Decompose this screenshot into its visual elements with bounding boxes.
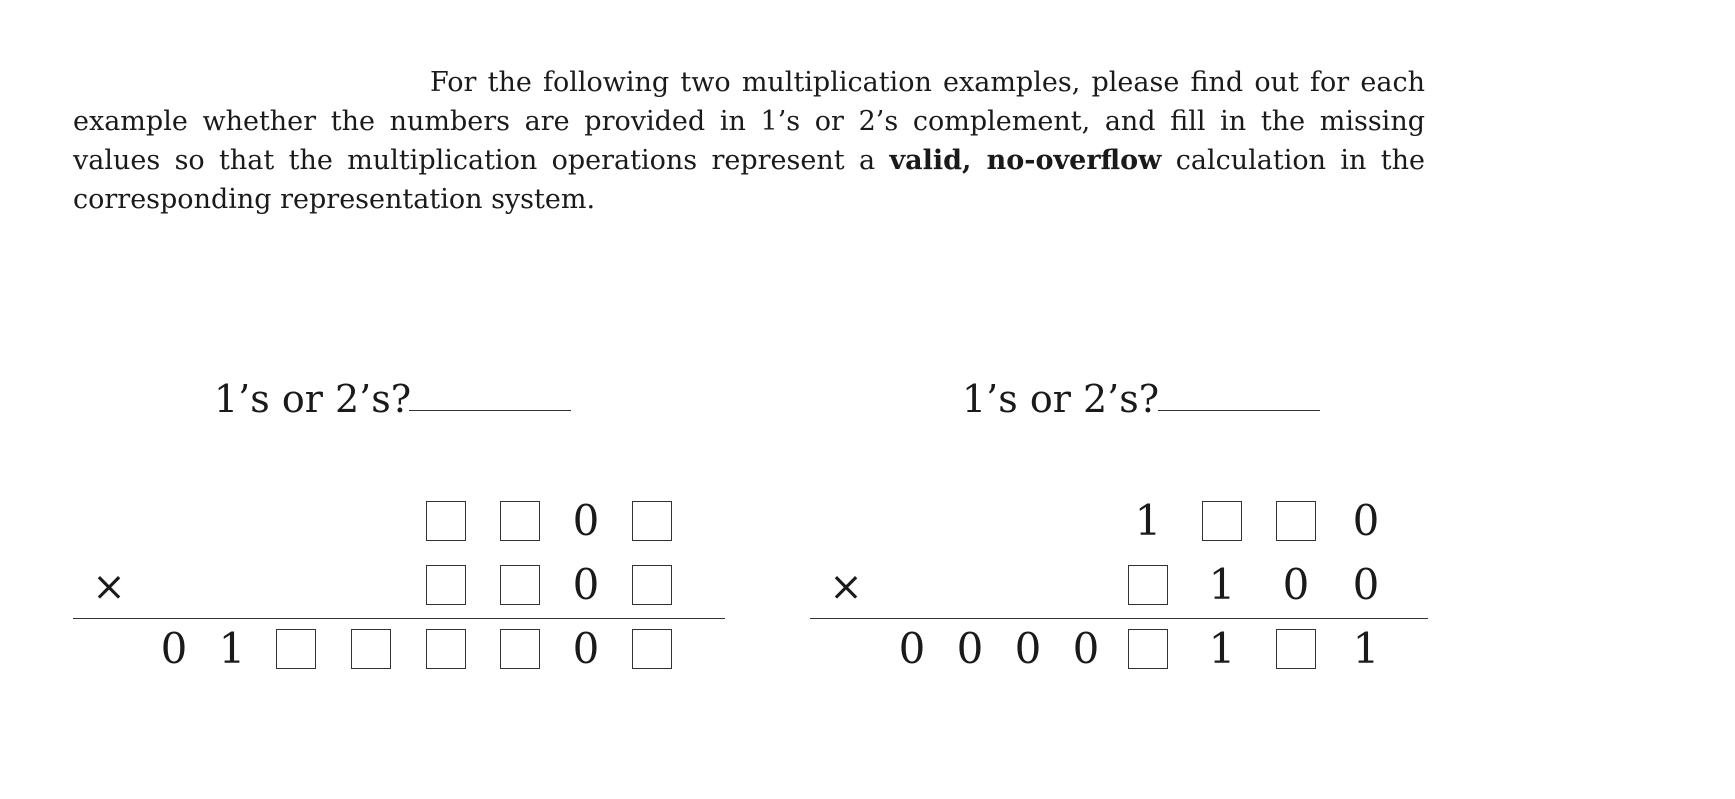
digit: 1 <box>218 624 246 673</box>
times-symbol-2: × <box>829 564 863 610</box>
digit-input-box[interactable] <box>426 501 466 541</box>
digit-input-box[interactable] <box>632 501 672 541</box>
digit: 1 <box>1208 560 1236 609</box>
digit: 0 <box>898 624 926 673</box>
digit: 1 <box>1208 624 1236 673</box>
digit: 0 <box>956 624 984 673</box>
digit-input-box[interactable] <box>632 565 672 605</box>
instructions-tail: calculation in the corresponding representation system. <box>73 145 1426 215</box>
result-rule-2 <box>810 618 1428 619</box>
digit: 0 <box>1352 560 1380 609</box>
complement-question-2: 1’s or 2’s? <box>962 377 1160 421</box>
complement-question-1: 1’s or 2’s? <box>214 377 412 421</box>
digit-input-box[interactable] <box>1128 565 1168 605</box>
digit-input-box[interactable] <box>500 565 540 605</box>
answer-blank-1[interactable] <box>409 410 571 411</box>
digit: 0 <box>1282 560 1310 609</box>
instructions-lead: For the following two multiplication examples, please find out for each example whether the numbers are provided in 1’s or 2’s complement, and fill in the missing values so that the multiplication operations represent a <box>73 67 1425 176</box>
digit: 0 <box>1352 496 1380 545</box>
result-rule-1 <box>73 618 725 619</box>
times-symbol-1: × <box>92 564 126 610</box>
digit: 0 <box>1072 624 1100 673</box>
digit-input-box[interactable] <box>1202 501 1242 541</box>
digit-input-box[interactable] <box>500 501 540 541</box>
instructions-emphasis: valid, no-overflow <box>889 145 1162 176</box>
digit-input-box[interactable] <box>276 629 316 669</box>
digit: 1 <box>1134 496 1162 545</box>
digit-input-box[interactable] <box>632 629 672 669</box>
digit: 0 <box>572 496 600 545</box>
digit-input-box[interactable] <box>351 629 391 669</box>
digit-input-box[interactable] <box>1276 629 1316 669</box>
digit: 0 <box>572 624 600 673</box>
digit: 0 <box>572 560 600 609</box>
digit-input-box[interactable] <box>1128 629 1168 669</box>
digit-input-box[interactable] <box>1276 501 1316 541</box>
digit: 0 <box>160 624 188 673</box>
answer-blank-2[interactable] <box>1158 410 1320 411</box>
instructions-paragraph <box>73 63 1425 219</box>
digit-input-box[interactable] <box>500 629 540 669</box>
digit: 0 <box>1014 624 1042 673</box>
digit-input-box[interactable] <box>426 629 466 669</box>
digit: 1 <box>1352 624 1380 673</box>
digit-input-box[interactable] <box>426 565 466 605</box>
